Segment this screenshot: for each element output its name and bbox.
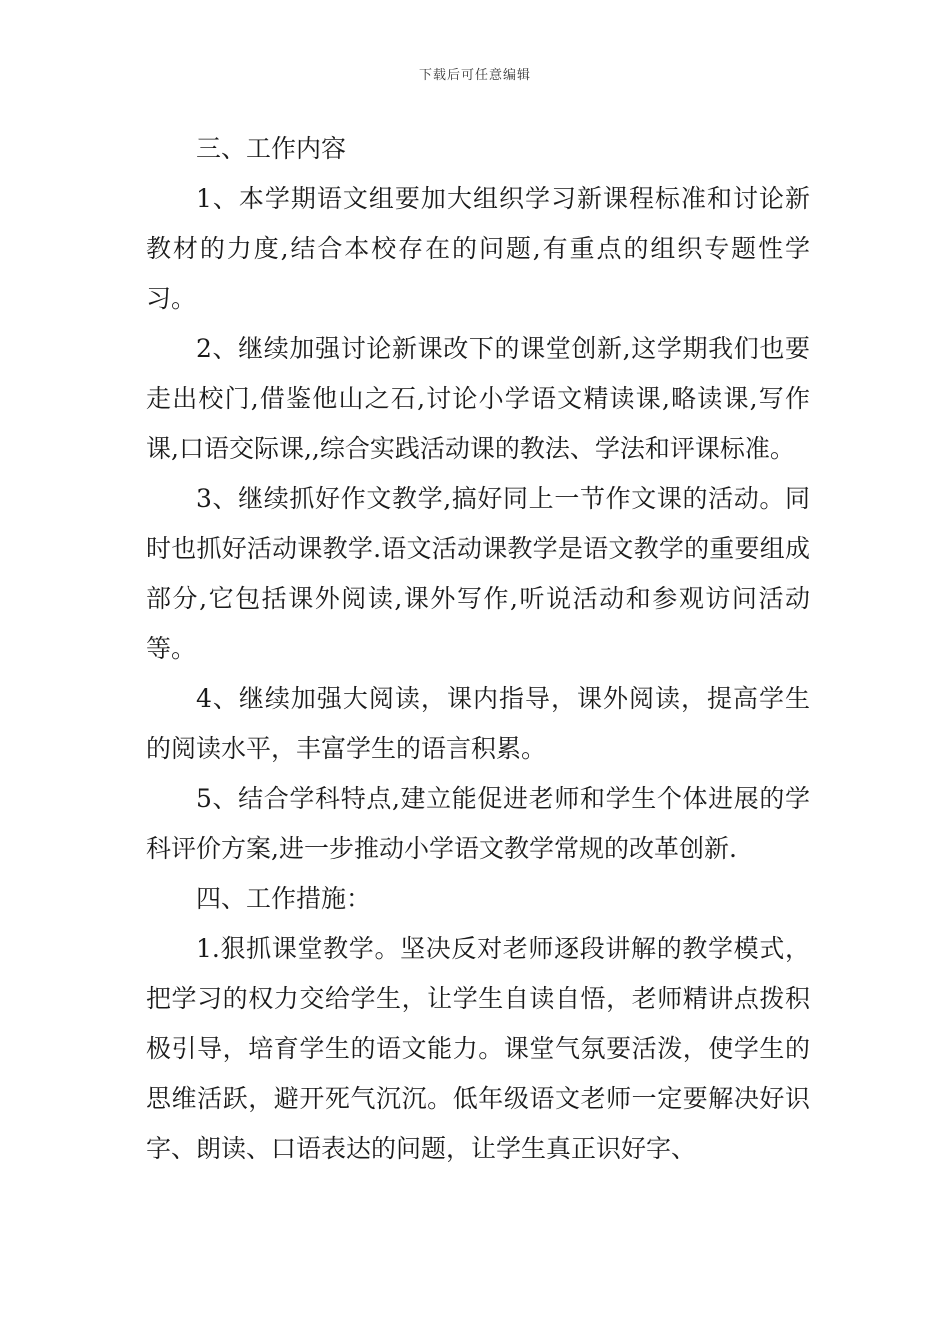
section-heading-work-measures: 四、工作措施： xyxy=(196,884,372,913)
paragraph-item-3: 3、继续抓好作文教学,搞好同上一节作文课的活动。同时也抓好活动课教学.语文活动课教学是语文教学的重要组成部分,它包括课外阅读,课外写作,听说活动和参观访问活动等。 xyxy=(146,484,810,663)
paragraph-item-4: 4、继续加强大阅读，课内指导，课外阅读，提高学生的阅读水平，丰富学生的语言积累。 xyxy=(146,684,810,763)
paragraph-item-5: 5、结合学科特点,建立能促进老师和学生个体进展的学科评价方案,进一步推动小学语文教学常规的改革创新. xyxy=(146,784,810,863)
paragraph-item-2: 2、继续加强讨论新课改下的课堂创新,这学期我们也要走出校门,借鉴他山之石,讨论小学语文精读课,略读课,写作课,口语交际课,,综合实践活动课的教法、学法和评课标准。 xyxy=(146,334,810,463)
paragraph-measure-1: 1.狠抓课堂教学。坚决反对老师逐段讲解的教学模式，把学习的权力交给学生，让学生自读自悟，老师精讲点拨积极引导，培育学生的语文能力。课堂气氛要活泼，使学生的思维活跃，避开死气沉沉。低年级语文老师一定要解决好识字、朗读、口语表达的问题，让学生真正识好字、 xyxy=(146,934,810,1163)
header-note: 下载后可任意编辑 xyxy=(418,68,531,83)
paragraph-item-1: 1、本学期语文组要加大组织学习新课程标准和讨论新教材的力度,结合本校存在的问题,有重点的组织专题性学习。 xyxy=(146,184,810,313)
section-heading-work-content: 三、工作内容 xyxy=(196,134,347,163)
document-body xyxy=(146,124,810,1174)
